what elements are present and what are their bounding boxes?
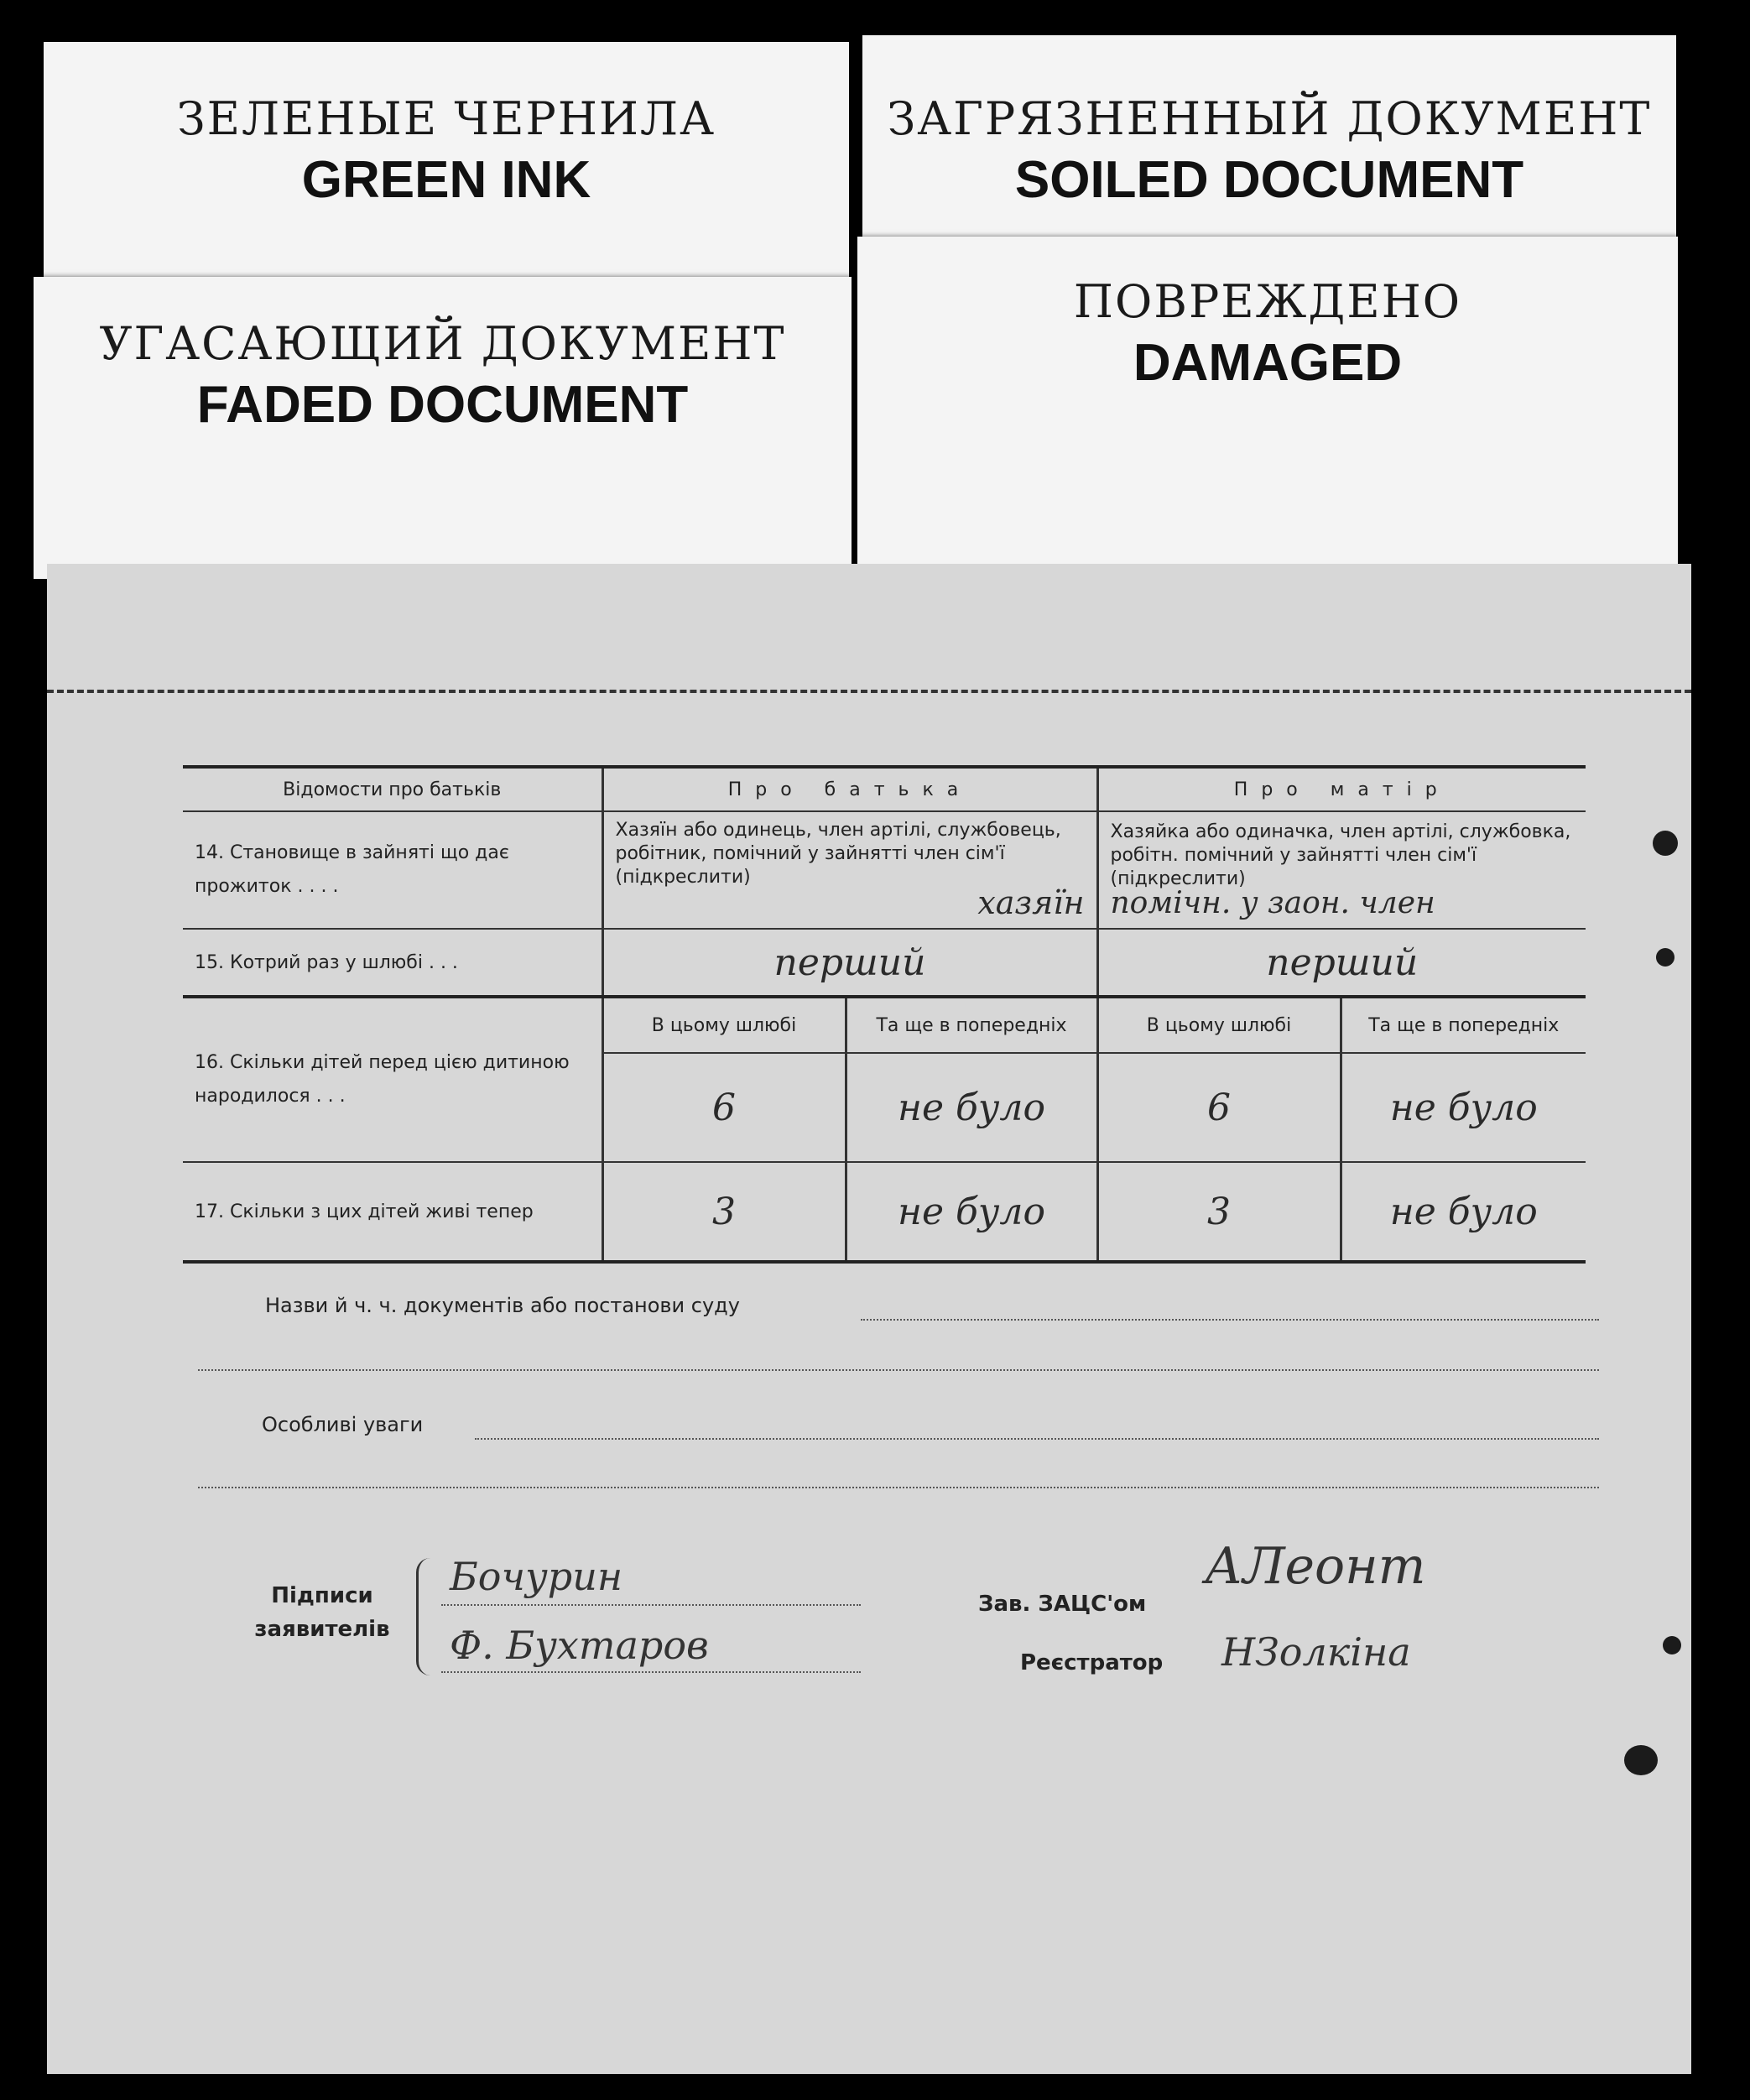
registrar-label: Реєстратор <box>1020 1650 1164 1675</box>
row14-father-options: Хазяїн або одинець, член артілі, службовець, робітник, помічний у зайнятті член сім'ї (підкреслити) <box>615 820 1061 888</box>
table-subheader-row <box>183 997 1586 1053</box>
row14-father-handwriting: хазяїн <box>977 884 1085 921</box>
row17-father-this: 3 <box>602 1162 846 1262</box>
row16-label: 16. Скільки дітей перед цією дитиною народилося . . . <box>183 997 602 1162</box>
card-russian-label: ПОВРЕЖДЕНО <box>1073 275 1462 328</box>
soiled-document-card <box>862 35 1676 262</box>
damaged-card <box>857 237 1678 589</box>
card-english-label: SOILED DOCUMENT <box>1014 151 1524 209</box>
card-english-label: GREEN INK <box>301 151 591 209</box>
row16-mother-previous: не було <box>1341 1053 1586 1162</box>
row14-mother-options: Хазяйка або одиначка, член артілі, службовка, робітн. помічний у зайнятті член сім'ї (підкреслити) <box>1110 821 1571 889</box>
row14-mother-handwriting: помічн. у заон. член <box>1110 885 1435 920</box>
faded-document-card <box>34 277 852 579</box>
notes-field-line-2 <box>198 1487 1599 1488</box>
documents-field-line <box>861 1319 1599 1321</box>
registry-form-page <box>47 564 1691 2074</box>
applicant-signature-1: Бочурин <box>450 1554 623 1599</box>
head-of-registry-signature: АЛеонт <box>1205 1537 1426 1596</box>
table-row <box>183 1162 1586 1262</box>
card-english-label: DAMAGED <box>1133 334 1403 392</box>
hole-mark <box>1656 948 1674 967</box>
signatures-label <box>238 1579 406 1646</box>
card-english-label: FADED DOCUMENT <box>196 376 689 434</box>
row16-father-previous: не було <box>846 1053 1097 1162</box>
hole-mark <box>1624 1745 1658 1775</box>
notes-label: Особливі уваги <box>262 1413 424 1436</box>
applicant-signature-line-1 <box>441 1604 861 1606</box>
row17-mother-this: 3 <box>1097 1162 1341 1262</box>
table-header-row <box>183 767 1586 811</box>
subheader-mother-previous: Та ще в попередніх <box>1341 997 1586 1053</box>
registrar-signature: НЗолкіна <box>1221 1629 1411 1675</box>
row17-mother-previous: не було <box>1341 1162 1586 1262</box>
card-russian-label: УГАСАЮЩИЙ ДОКУМЕНТ <box>99 317 786 370</box>
notes-field-line <box>475 1438 1599 1440</box>
card-russian-label: ЗАГРЯЗНЕННЫЙ ДОКУМЕНТ <box>887 92 1652 145</box>
parents-info-table <box>183 765 1586 1264</box>
header-parents-info: Відомости про батьків <box>183 767 602 811</box>
signature-bracket <box>416 1558 430 1675</box>
row17-father-previous: не було <box>846 1162 1097 1262</box>
hole-mark <box>1653 831 1678 856</box>
row14-label: 14. Становище в зайняті що дає прожиток . . . . <box>183 811 602 929</box>
card-russian-label: ЗЕЛЕНЫЕ ЧЕРНИЛА <box>177 92 716 145</box>
row16-father-this: 6 <box>602 1053 846 1162</box>
header-father: Про батька <box>602 767 1097 811</box>
documents-field-line-2 <box>198 1369 1599 1371</box>
documents-label: Назви й ч. ч. документів або постанови суду <box>265 1294 740 1317</box>
subheader-mother-this: В цьому шлюбі <box>1097 997 1341 1053</box>
subheader-father-this: В цьому шлюбі <box>602 997 846 1053</box>
row14-father-cell <box>602 811 1097 929</box>
perforation-line <box>47 690 1691 693</box>
head-of-registry-label: Зав. ЗАЦС'ом <box>978 1592 1147 1617</box>
row16-mother-this: 6 <box>1097 1053 1341 1162</box>
row17-label: 17. Скільки з цих дітей живі тепер <box>183 1162 602 1262</box>
applicant-signature-2: Ф. Бухтаров <box>450 1623 709 1668</box>
row15-label: 15. Котрий раз у шлюбі . . . <box>183 929 602 997</box>
table-row <box>183 811 1586 929</box>
row15-father-handwriting: перший <box>602 929 1097 997</box>
green-ink-card <box>44 42 849 294</box>
subheader-father-previous: Та ще в попередніх <box>846 997 1097 1053</box>
table-row <box>183 929 1586 997</box>
header-mother: Про матір <box>1097 767 1586 811</box>
signatures-label-line-1: Підписи <box>271 1583 373 1608</box>
applicant-signature-line-2 <box>441 1671 861 1673</box>
hole-mark <box>1663 1636 1681 1654</box>
row15-mother-handwriting: перший <box>1097 929 1586 997</box>
signatures-label-line-2: заявителів <box>254 1617 390 1642</box>
row14-mother-cell <box>1097 811 1586 929</box>
